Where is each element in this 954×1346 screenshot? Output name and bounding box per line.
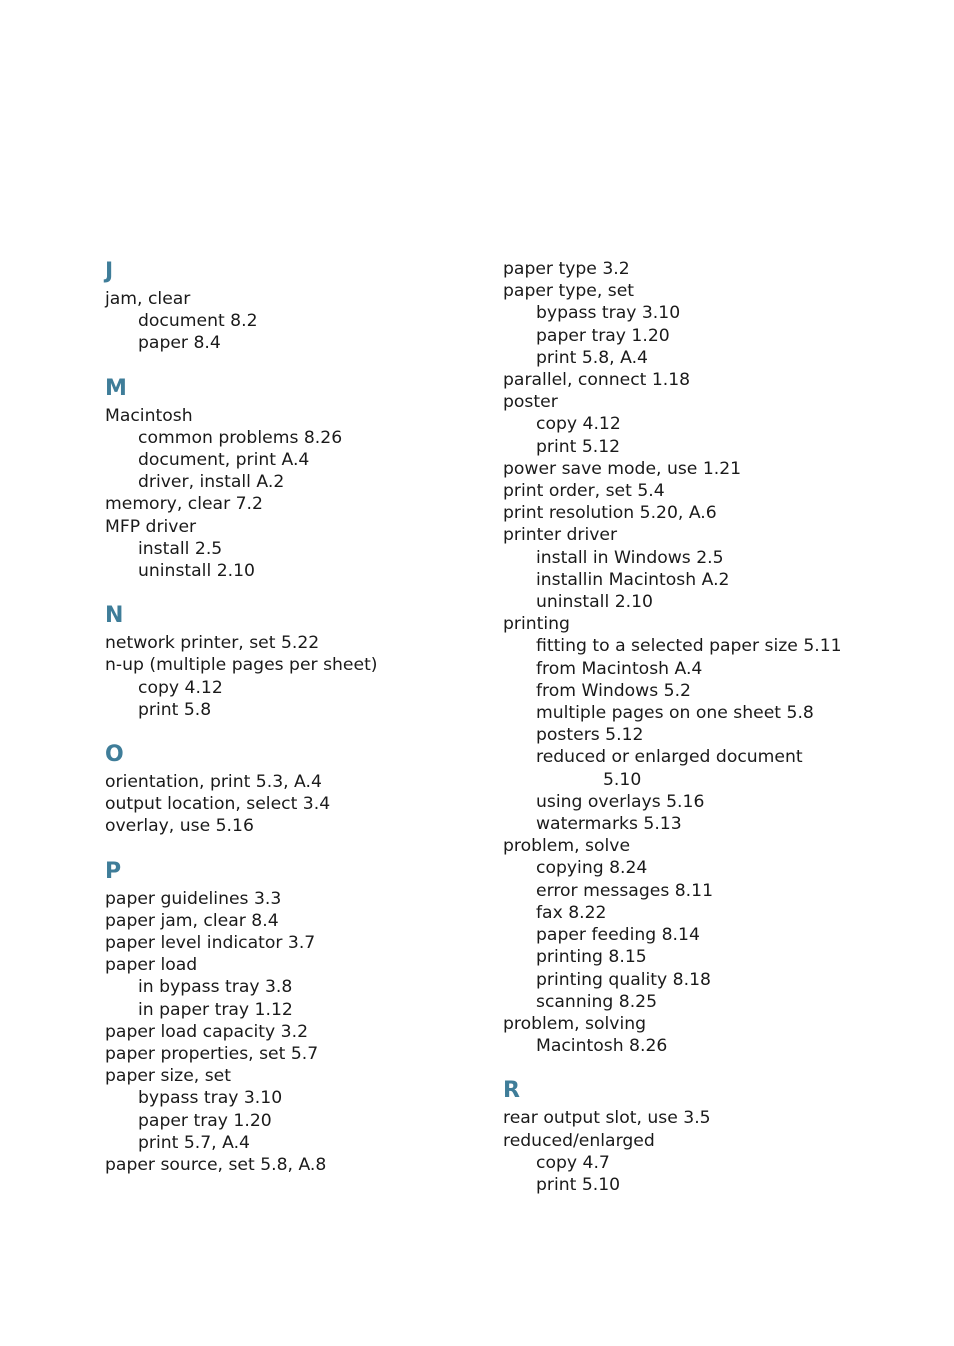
index-entry: jam, clear xyxy=(105,289,191,309)
index-subentry: reduced or enlarged document 5.10 xyxy=(536,747,803,790)
index-entry: problem, solving xyxy=(503,1013,647,1034)
section-letter-heading: P xyxy=(105,858,122,884)
index-subentry: common problems 8.26 xyxy=(138,427,343,448)
index-section-j xyxy=(105,258,485,355)
index-subentry: print 5.7, A.4 xyxy=(138,1132,250,1153)
index-entry: paper load capacity 3.2 xyxy=(105,1021,309,1042)
index-subentry: copy 4.7 xyxy=(536,1152,610,1173)
index-subentry: printing quality 8.18 xyxy=(536,969,711,990)
index-entry: n-up (multiple pages per sheet) xyxy=(105,655,378,676)
index-subentry: in bypass tray 3.8 xyxy=(138,977,293,998)
index-subentry: multiple pages on one sheet 5.8 xyxy=(536,703,814,724)
index-entry: power save mode, use 1.21 xyxy=(503,458,742,479)
section-letter-heading: M xyxy=(105,375,127,401)
section-letter-heading: N xyxy=(105,603,124,629)
index-subentry: installin Macintosh A.2 xyxy=(536,569,730,590)
index-entry: paper jam, clear 8.4 xyxy=(105,910,279,931)
index-subentry: install 2.5 xyxy=(138,538,223,559)
index-subentry: paper tray 1.20 xyxy=(536,325,670,346)
index-subentry: document, print A.4 xyxy=(138,450,310,471)
index-subentry: copying 8.24 xyxy=(536,858,648,879)
index-section-m xyxy=(105,375,485,583)
index-subentry: print 5.12 xyxy=(536,436,621,457)
section-letter-heading: O xyxy=(105,742,124,768)
index-subentry: from Windows 5.2 xyxy=(536,680,691,701)
index-subentry: error messages 8.11 xyxy=(536,880,714,901)
index-subentry: uninstall 2.10 xyxy=(138,561,255,582)
index-subentry: posters 5.12 xyxy=(536,725,644,746)
index-column-right xyxy=(503,258,923,1196)
index-subentry: paper 8.4 xyxy=(138,333,221,354)
index-subentry: fitting to a selected paper size 5.11 xyxy=(536,636,842,657)
index-entry: Macintosh xyxy=(105,405,193,426)
index-section-n xyxy=(105,602,485,721)
index-subentry: watermarks 5.13 xyxy=(536,814,682,835)
index-entry: overlay, use 5.16 xyxy=(105,816,254,837)
index-entry: reduced/enlarged xyxy=(503,1130,655,1151)
index-entry: paper load xyxy=(105,955,198,976)
index-subentry: document 8.2 xyxy=(138,311,258,332)
index-subentry: uninstall 2.10 xyxy=(536,592,653,613)
index-subentry: print 5.8, A.4 xyxy=(536,347,648,368)
index-subentry: printing 8.15 xyxy=(536,947,647,968)
index-subentry: driver, install A.2 xyxy=(138,472,285,493)
section-letter-heading: J xyxy=(105,259,114,284)
index-entry: output location, select 3.4 xyxy=(105,794,331,815)
index-subentry: Macintosh 8.26 xyxy=(536,1036,668,1057)
index-subentry: using overlays 5.16 xyxy=(536,791,705,812)
index-entry: MFP driver xyxy=(105,516,197,537)
index-section-p xyxy=(105,858,485,1177)
index-subentry: from Macintosh A.4 xyxy=(536,658,703,679)
index-entry: paper type, set xyxy=(503,281,635,302)
index-subentry: copy 4.12 xyxy=(536,414,621,435)
index-subentry: paper tray 1.20 xyxy=(138,1110,272,1131)
index-entry: paper type 3.2 xyxy=(503,259,630,279)
index-section-o xyxy=(105,741,485,838)
index-entry: printing xyxy=(503,614,570,635)
index-entry: paper source, set 5.8, A.8 xyxy=(105,1155,327,1176)
index-entry: paper properties, set 5.7 xyxy=(105,1044,319,1065)
index-entry: memory, clear 7.2 xyxy=(105,494,263,515)
index-entry: parallel, connect 1.18 xyxy=(503,370,691,391)
index-subentry: fax 8.22 xyxy=(536,902,607,923)
index-subentry: bypass tray 3.10 xyxy=(536,303,681,324)
index-entry: paper size, set xyxy=(105,1066,231,1087)
section-letter-heading: R xyxy=(503,1078,520,1104)
index-subentry: paper feeding 8.14 xyxy=(536,925,700,946)
index-entry: paper level indicator 3.7 xyxy=(105,933,316,954)
index-subentry: in paper tray 1.12 xyxy=(138,999,293,1020)
index-subentry: install in Windows 2.5 xyxy=(536,547,724,568)
index-section-r xyxy=(503,1077,923,1196)
index-subentry: copy 4.12 xyxy=(138,677,223,698)
index-entry: print resolution 5.20, A.6 xyxy=(503,503,717,524)
index-entry: problem, solve xyxy=(503,836,631,857)
index-entry: paper guidelines 3.3 xyxy=(105,888,282,909)
index-entry: printer driver xyxy=(503,525,618,546)
index-subentry: print 5.10 xyxy=(536,1174,621,1195)
index-entry: poster xyxy=(503,392,558,413)
index-section-continued xyxy=(503,258,923,1057)
index-entry: rear output slot, use 3.5 xyxy=(503,1108,711,1129)
index-subentry: bypass tray 3.10 xyxy=(138,1088,283,1109)
index-subentry: print 5.8 xyxy=(138,699,212,720)
index-column-left xyxy=(105,258,485,1176)
index-subentry: scanning 8.25 xyxy=(536,991,658,1012)
index-entry: orientation, print 5.3, A.4 xyxy=(105,772,322,793)
index-entry: print order, set 5.4 xyxy=(503,481,665,502)
index-entry: network printer, set 5.22 xyxy=(105,633,320,654)
